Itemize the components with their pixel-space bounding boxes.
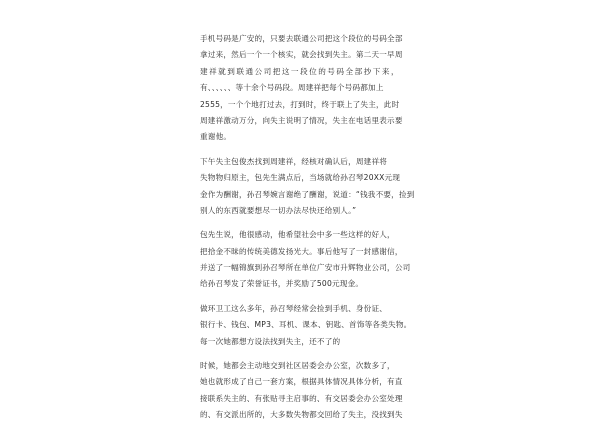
paragraph-line: 做环卫工这么多年，孙召琴经常会捡到手机、身份证、 [200,303,388,313]
paragraph-line: 重谢他。 [200,132,232,142]
paragraph-line: 手机号码是广安的，只要去联通公司把这个段位的号码全部 [200,34,403,43]
paragraph-line: 把拾金不昧的传统美德发扬光大。事后他写了一封感谢信， [200,246,403,256]
paragraph-4 [200,301,412,350]
paragraph-line: 周建祥激动万分，向失主说明了情况，失主在电话里表示要 [200,115,403,125]
paragraph-line: 拿过来，然后一个一个核实，就会找到失主。第二天一早周 [200,50,403,60]
paragraph-line: 下午失主包俊杰找到周建祥，经核对确认后，周建祥将 [200,156,388,166]
paragraph-line: 每一次她都想方设法找到失主，还不了的 [200,336,341,346]
paragraph-line: 接联系失主的、有张贴寻主启事的、有交居委会办公室处理 [200,393,403,403]
paragraph-line: 别人的东西就要想尽一切办法尽快还给别人。” [200,205,357,215]
paragraph-1 [200,31,403,146]
paragraph-5 [200,358,403,424]
paragraph-line: 失物物归原主，包先生满点后，当场就给孙召琴20XX元现 [200,173,401,183]
paragraph-gap [200,219,400,227]
paragraph-line: 包先生说，他很感动，他希望社会中多一些这样的好人， [200,230,395,240]
paragraph-2 [200,154,415,220]
paragraph-gap [200,146,400,154]
paragraph-3 [200,227,411,293]
paragraph-line: 她也就形成了自己一套方案，根据具体情况具体分析，有直 [200,377,403,387]
paragraph-gap [200,293,400,301]
paragraph-gap [200,350,400,358]
paragraph-line: 银行卡、钱包、MP3、耳机、课本、钥匙、首饰等各类失物。 [200,320,412,330]
paragraph-line: 的、有交派出所的，大多数失物都交回给了失主，没找到失 [200,410,403,420]
paragraph-line: 有、、、、、、等十余个号码段。周建祥把每个号码都加上 [200,83,384,93]
document-text [200,31,415,424]
paragraph-line: 建祥就到联通公司把这一段位的号码全部抄下来， [200,66,401,76]
paragraph-line: 并送了一幅锦旗到孙召琴所在单位广安市升辉物业公司，公司 [200,263,411,273]
paragraph-line: 给孙召琴发了荣誉证书，并奖励了500元现金。 [200,279,364,289]
paragraph-line: 金作为酬谢，孙召琴婉言谢绝了酬谢，说道：“钱我不要，捡到 [200,189,415,199]
paragraph-line: 时候，她都会主动地交到社区居委会办公室，次数多了， [200,361,395,371]
paragraph-line: 2555，一个个地打过去，打到时，终于联上了失主，此时 [200,99,400,109]
